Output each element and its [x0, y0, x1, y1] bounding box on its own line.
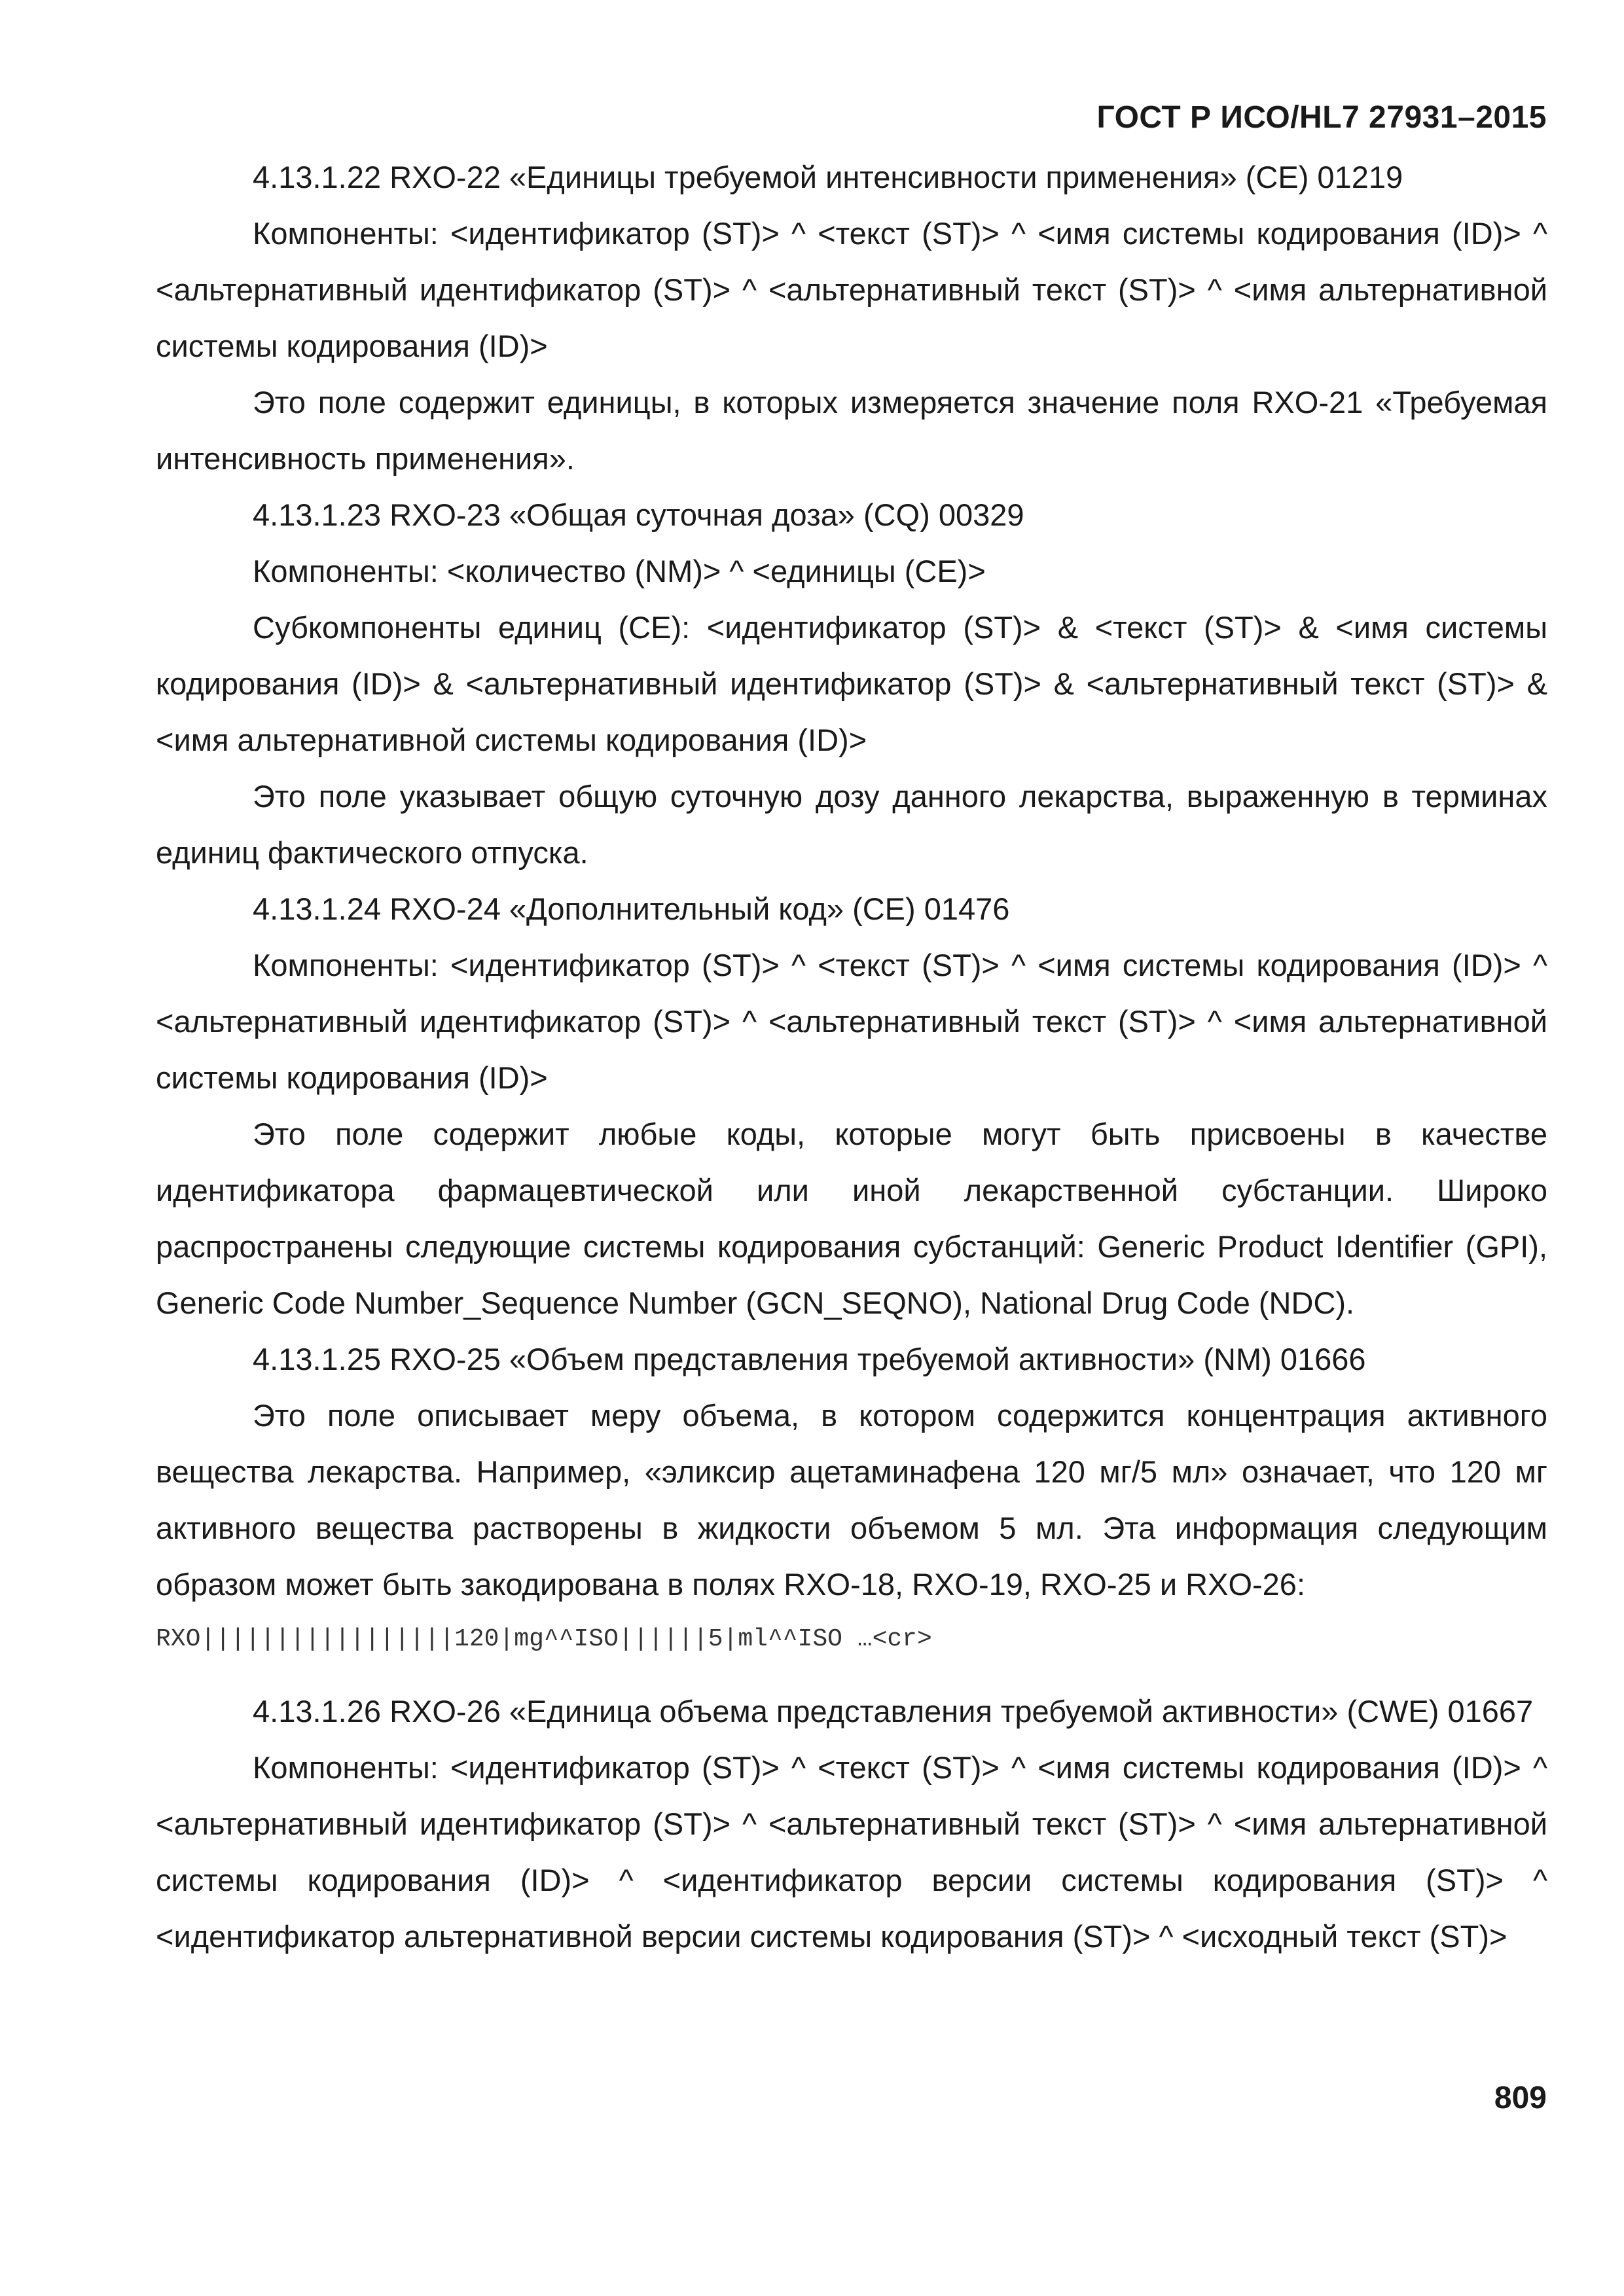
section-heading-rxo-23: 4.13.1.23 RXO-23 «Общая суточная доза» (CQ) 00329 — [253, 497, 1024, 532]
standard-header: ГОСТ Р ИСО/HL7 27931–2015 — [1096, 100, 1547, 135]
description-paragraph: Это поле содержит любые коды, которые могут быть присвоены в качестве идентификатора фармацевтической или иной лекарственной субстанции. Широко распространены следующие системы кодирования субстанций: Generic Product Identifier (GPI), Generic Code Number_Sequence Number (GCN_SEQNO), National Drug Code (NDC). — [156, 1117, 1547, 1320]
components-paragraph: Компоненты: <идентификатор (ST)> ^ <текст (ST)> ^ <имя системы кодирования (ID)> ^ <альтернативный идентификатор (ST)> ^ <альтернативный текст (ST)> ^ <имя альтернативной системы кодирования (ID)> ^ <идентификатор версии системы кодирования (ST)> ^ <идентификатор альтернативной версии системы кодирования (ST)> ^ <исходный текст (ST)> — [156, 1750, 1547, 1954]
page-body — [156, 149, 1547, 1965]
section-heading-rxo-25: 4.13.1.25 RXO-25 «Объем представления требуемой активности» (NM) 01666 — [253, 1342, 1366, 1376]
components-paragraph: Компоненты: <идентификатор (ST)> ^ <текст (ST)> ^ <имя системы кодирования (ID)> ^ <альтернативный идентификатор (ST)> ^ <альтернативный текст (ST)> ^ <имя альтернативной системы кодирования (ID)> — [156, 216, 1547, 363]
description-paragraph: Это поле содержит единицы, в которых измеряется значение поля RXO-21 «Требуемая интенсивность применения». — [156, 385, 1547, 476]
components-paragraph: Компоненты: <идентификатор (ST)> ^ <текст (ST)> ^ <имя системы кодирования (ID)> ^ <альтернативный идентификатор (ST)> ^ <альтернативный текст (ST)> ^ <имя альтернативной системы кодирования (ID)> — [156, 948, 1547, 1095]
section-heading-rxo-26: 4.13.1.26 RXO-26 «Единица объема представления требуемой активности» (CWE) 01667 — [253, 1694, 1534, 1729]
description-paragraph: Это поле описывает меру объема, в котором содержится концентрация активного вещества лекарства. Например, «эликсир ацетаминафена 120 мг/5 мл» означает, что 120 мг активного вещества растворены в жидкости объемом 5 мл. Эта информация следующим образом может быть закодирована в полях RXO-18, RXO-19, RXO-25 и RXO-26: — [156, 1398, 1547, 1602]
section-heading-rxo-22: 4.13.1.22 RXO-22 «Единицы требуемой интенсивности применения» (CE) 01219 — [253, 160, 1403, 194]
description-paragraph: Это поле указывает общую суточную дозу данного лекарства, выраженную в терминах единиц фактического отпуска. — [156, 779, 1547, 870]
components-paragraph: Компоненты: <количество (NM)> ^ <единицы (CE)> — [253, 554, 986, 588]
code-example: RXO|||||||||||||||||120|mg^^ISO||||||5|ml^^ISO …<cr> — [156, 1625, 932, 1653]
subcomponents-paragraph: Субкомпоненты единиц (CE): <идентификатор (ST)> & <текст (ST)> & <имя системы кодирования (ID)> & <альтернативный идентификатор (ST)> & <альтернативный текст (ST)> & <имя альтернативной системы кодирования (ID)> — [156, 610, 1547, 757]
page-number: 809 — [1494, 2081, 1547, 2115]
section-heading-rxo-24: 4.13.1.24 RXO-24 «Дополнительный код» (CE) 01476 — [253, 891, 1010, 926]
